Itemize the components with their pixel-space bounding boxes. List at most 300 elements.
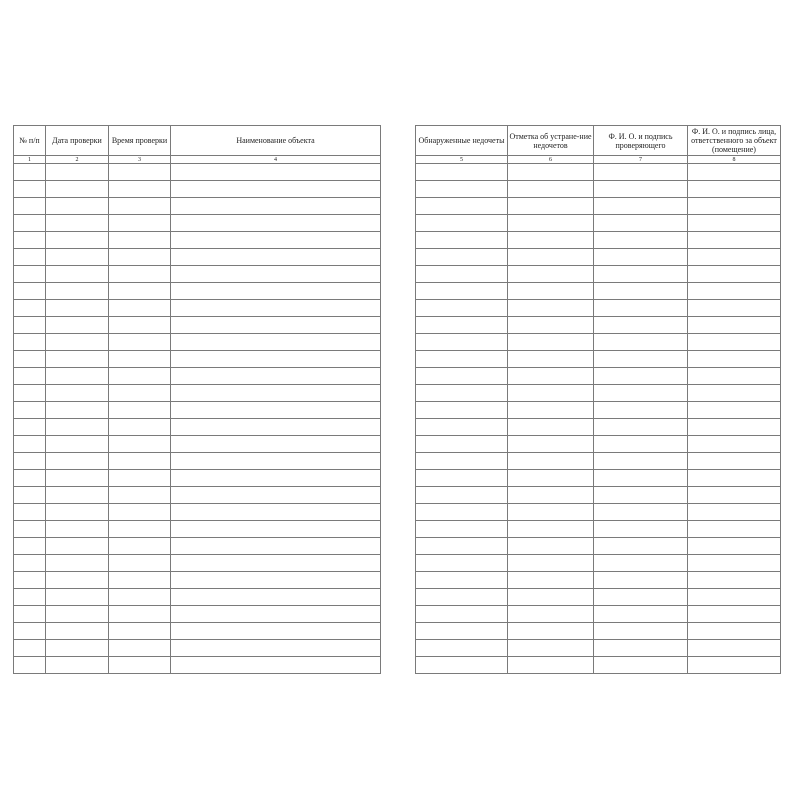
table-cell	[688, 300, 781, 317]
table-cell	[594, 504, 688, 521]
table-row	[14, 521, 381, 538]
table-cell	[14, 555, 46, 572]
table-row	[14, 181, 381, 198]
table-cell	[416, 164, 508, 181]
table-cell	[416, 232, 508, 249]
table-cell	[416, 198, 508, 215]
table-cell	[109, 572, 171, 589]
table-cell	[14, 334, 46, 351]
table-cell	[14, 521, 46, 538]
table-cell	[688, 232, 781, 249]
table-cell	[508, 436, 594, 453]
table-cell	[594, 198, 688, 215]
column-number: 5	[416, 156, 508, 164]
table-cell	[171, 266, 381, 283]
table-row	[416, 351, 781, 368]
table-cell	[594, 555, 688, 572]
table-cell	[171, 436, 381, 453]
table-cell	[109, 164, 171, 181]
table-cell	[171, 521, 381, 538]
table-row	[416, 589, 781, 606]
table-cell	[109, 317, 171, 334]
table-cell	[508, 334, 594, 351]
table-cell	[14, 351, 46, 368]
table-row	[416, 402, 781, 419]
table-cell	[416, 538, 508, 555]
table-cell	[171, 589, 381, 606]
table-cell	[416, 640, 508, 657]
table-cell	[14, 368, 46, 385]
table-cell	[594, 283, 688, 300]
table-cell	[46, 657, 109, 674]
table-cell	[109, 504, 171, 521]
table-cell	[416, 266, 508, 283]
table-cell	[171, 317, 381, 334]
table-cell	[46, 521, 109, 538]
table-cell	[688, 606, 781, 623]
table-cell	[688, 657, 781, 674]
table-cell	[416, 504, 508, 521]
table-cell	[46, 487, 109, 504]
table-cell	[46, 215, 109, 232]
table-cell	[109, 351, 171, 368]
table-cell	[594, 368, 688, 385]
table-cell	[508, 453, 594, 470]
table-cell	[594, 572, 688, 589]
table-cell	[46, 555, 109, 572]
table-cell	[688, 419, 781, 436]
table-row	[416, 487, 781, 504]
table-cell	[109, 470, 171, 487]
table-row	[416, 385, 781, 402]
table-cell	[688, 623, 781, 640]
table-cell	[14, 572, 46, 589]
table-row	[14, 351, 381, 368]
table-cell	[109, 436, 171, 453]
table-cell	[416, 657, 508, 674]
table-cell	[508, 181, 594, 198]
table-cell	[594, 385, 688, 402]
table-cell	[594, 334, 688, 351]
table-row	[416, 181, 781, 198]
table-cell	[508, 504, 594, 521]
table-cell	[109, 623, 171, 640]
table-cell	[14, 232, 46, 249]
table-row	[416, 436, 781, 453]
left-page	[13, 125, 381, 674]
table-cell	[508, 487, 594, 504]
table-row	[14, 589, 381, 606]
table-cell	[508, 232, 594, 249]
table-row	[14, 385, 381, 402]
table-cell	[171, 504, 381, 521]
table-cell	[688, 385, 781, 402]
column-number: 2	[46, 156, 109, 164]
table-cell	[594, 266, 688, 283]
table-cell	[171, 572, 381, 589]
table-cell	[508, 368, 594, 385]
table-cell	[171, 606, 381, 623]
table-cell	[416, 249, 508, 266]
table-cell	[46, 402, 109, 419]
header-inspector-signature: Ф. И. О. и подпись проверяющего	[594, 126, 688, 156]
table-cell	[688, 555, 781, 572]
table-cell	[171, 334, 381, 351]
right-log-table	[415, 125, 781, 674]
table-cell	[109, 419, 171, 436]
table-cell	[416, 572, 508, 589]
table-cell	[171, 470, 381, 487]
table-row	[14, 657, 381, 674]
table-row	[416, 538, 781, 555]
table-row	[416, 623, 781, 640]
table-cell	[508, 623, 594, 640]
column-number: 1	[14, 156, 46, 164]
table-cell	[14, 317, 46, 334]
table-row	[416, 266, 781, 283]
table-cell	[416, 419, 508, 436]
table-cell	[416, 623, 508, 640]
table-cell	[171, 555, 381, 572]
table-cell	[508, 657, 594, 674]
table-cell	[171, 215, 381, 232]
table-cell	[46, 283, 109, 300]
table-row	[14, 504, 381, 521]
table-cell	[508, 266, 594, 283]
table-cell	[688, 334, 781, 351]
table-row	[416, 215, 781, 232]
table-row	[416, 249, 781, 266]
table-cell	[109, 453, 171, 470]
table-row	[14, 334, 381, 351]
table-row	[14, 606, 381, 623]
table-cell	[594, 606, 688, 623]
table-row	[14, 283, 381, 300]
header-inspection-time: Время проверки	[109, 126, 171, 156]
table-cell	[14, 164, 46, 181]
table-cell	[14, 453, 46, 470]
table-cell	[109, 606, 171, 623]
table-cell	[688, 453, 781, 470]
table-row	[14, 419, 381, 436]
table-cell	[416, 368, 508, 385]
table-cell	[688, 538, 781, 555]
table-cell	[46, 181, 109, 198]
table-cell	[688, 215, 781, 232]
table-row	[416, 300, 781, 317]
table-cell	[688, 317, 781, 334]
table-cell	[109, 249, 171, 266]
table-cell	[508, 351, 594, 368]
table-cell	[594, 300, 688, 317]
table-cell	[14, 470, 46, 487]
column-number: 3	[109, 156, 171, 164]
table-cell	[508, 606, 594, 623]
table-row	[416, 283, 781, 300]
table-cell	[688, 589, 781, 606]
table-row	[416, 334, 781, 351]
table-row	[14, 623, 381, 640]
table-cell	[508, 572, 594, 589]
table-cell	[46, 504, 109, 521]
table-cell	[46, 538, 109, 555]
table-cell	[171, 351, 381, 368]
table-row	[416, 470, 781, 487]
table-cell	[594, 232, 688, 249]
table-row	[14, 538, 381, 555]
table-cell	[416, 402, 508, 419]
table-cell	[594, 521, 688, 538]
table-cell	[416, 589, 508, 606]
table-cell	[594, 623, 688, 640]
table-cell	[171, 164, 381, 181]
table-row	[416, 164, 781, 181]
table-cell	[109, 555, 171, 572]
column-number: 4	[171, 156, 381, 164]
table-cell	[508, 555, 594, 572]
table-row	[416, 555, 781, 572]
table-cell	[171, 181, 381, 198]
table-cell	[171, 368, 381, 385]
table-cell	[416, 521, 508, 538]
table-cell	[46, 198, 109, 215]
table-cell	[508, 249, 594, 266]
table-cell	[14, 623, 46, 640]
table-cell	[508, 640, 594, 657]
table-cell	[594, 470, 688, 487]
table-cell	[416, 606, 508, 623]
table-row	[14, 402, 381, 419]
table-row	[14, 249, 381, 266]
table-row	[14, 317, 381, 334]
table-cell	[14, 436, 46, 453]
table-cell	[416, 453, 508, 470]
table-row	[14, 572, 381, 589]
table-row	[416, 198, 781, 215]
header-responsible-person-signature: Ф. И. О. и подпись лица, ответственного за объект (помещение)	[688, 126, 781, 156]
table-cell	[171, 623, 381, 640]
table-cell	[46, 470, 109, 487]
table-cell	[171, 419, 381, 436]
column-number: 8	[688, 156, 781, 164]
table-cell	[688, 351, 781, 368]
table-cell	[688, 572, 781, 589]
table-cell	[14, 266, 46, 283]
table-cell	[109, 232, 171, 249]
table-cell	[508, 470, 594, 487]
table-cell	[46, 232, 109, 249]
column-number: 6	[508, 156, 594, 164]
table-cell	[109, 283, 171, 300]
table-cell	[416, 283, 508, 300]
right-page	[415, 125, 781, 674]
table-cell	[109, 300, 171, 317]
table-cell	[14, 657, 46, 674]
table-cell	[14, 487, 46, 504]
table-cell	[109, 334, 171, 351]
table-cell	[594, 589, 688, 606]
table-cell	[109, 402, 171, 419]
table-cell	[594, 181, 688, 198]
table-cell	[508, 385, 594, 402]
table-cell	[508, 521, 594, 538]
table-cell	[14, 300, 46, 317]
table-cell	[416, 334, 508, 351]
table-cell	[109, 368, 171, 385]
table-cell	[416, 385, 508, 402]
table-cell	[14, 198, 46, 215]
table-cell	[594, 317, 688, 334]
table-row	[14, 164, 381, 181]
table-cell	[416, 317, 508, 334]
table-cell	[46, 317, 109, 334]
table-row	[416, 232, 781, 249]
table-cell	[14, 606, 46, 623]
table-cell	[46, 368, 109, 385]
table-cell	[46, 300, 109, 317]
table-cell	[109, 657, 171, 674]
table-cell	[109, 589, 171, 606]
table-cell	[14, 538, 46, 555]
table-cell	[508, 215, 594, 232]
table-cell	[688, 283, 781, 300]
table-cell	[46, 266, 109, 283]
table-cell	[171, 487, 381, 504]
column-number: 7	[594, 156, 688, 164]
table-row	[416, 640, 781, 657]
table-row	[416, 368, 781, 385]
table-cell	[594, 249, 688, 266]
table-cell	[594, 487, 688, 504]
table-cell	[14, 589, 46, 606]
table-cell	[508, 164, 594, 181]
table-cell	[508, 402, 594, 419]
table-cell	[109, 538, 171, 555]
table-cell	[594, 436, 688, 453]
table-cell	[416, 215, 508, 232]
table-cell	[46, 623, 109, 640]
table-row	[14, 640, 381, 657]
table-row	[14, 266, 381, 283]
table-cell	[416, 300, 508, 317]
table-cell	[688, 198, 781, 215]
table-row	[416, 317, 781, 334]
table-cell	[46, 589, 109, 606]
header-inspection-date: Дата проверки	[46, 126, 109, 156]
table-cell	[416, 351, 508, 368]
table-cell	[688, 504, 781, 521]
table-cell	[416, 436, 508, 453]
table-cell	[594, 419, 688, 436]
header-row-number: № п/п	[14, 126, 46, 156]
table-cell	[109, 181, 171, 198]
table-cell	[508, 198, 594, 215]
table-cell	[171, 300, 381, 317]
header-object-name: Наименование объекта	[171, 126, 381, 156]
table-cell	[688, 470, 781, 487]
table-row	[14, 470, 381, 487]
table-cell	[171, 402, 381, 419]
table-cell	[508, 419, 594, 436]
table-cell	[14, 504, 46, 521]
table-row	[416, 419, 781, 436]
table-cell	[594, 453, 688, 470]
table-cell	[171, 657, 381, 674]
table-cell	[416, 181, 508, 198]
table-cell	[109, 487, 171, 504]
table-row	[416, 453, 781, 470]
table-cell	[508, 283, 594, 300]
table-cell	[594, 402, 688, 419]
table-cell	[14, 215, 46, 232]
table-cell	[171, 249, 381, 266]
table-row	[14, 555, 381, 572]
table-cell	[14, 249, 46, 266]
table-cell	[171, 198, 381, 215]
table-cell	[688, 521, 781, 538]
table-cell	[109, 640, 171, 657]
table-cell	[416, 487, 508, 504]
table-cell	[171, 232, 381, 249]
table-cell	[46, 249, 109, 266]
table-cell	[688, 402, 781, 419]
table-cell	[46, 606, 109, 623]
table-cell	[109, 198, 171, 215]
table-cell	[688, 640, 781, 657]
table-cell	[46, 164, 109, 181]
table-row	[14, 198, 381, 215]
table-cell	[14, 181, 46, 198]
table-cell	[688, 266, 781, 283]
table-cell	[416, 555, 508, 572]
table-cell	[46, 334, 109, 351]
table-cell	[109, 521, 171, 538]
table-cell	[508, 317, 594, 334]
table-cell	[109, 266, 171, 283]
table-row	[14, 300, 381, 317]
table-cell	[594, 657, 688, 674]
table-cell	[14, 640, 46, 657]
table-cell	[46, 436, 109, 453]
table-row	[416, 521, 781, 538]
table-cell	[14, 402, 46, 419]
table-cell	[171, 283, 381, 300]
table-cell	[46, 385, 109, 402]
header-defects-fixed-mark: Отметка об устране-ние недочетов	[508, 126, 594, 156]
table-cell	[14, 385, 46, 402]
table-cell	[508, 538, 594, 555]
table-cell	[46, 640, 109, 657]
table-cell	[416, 470, 508, 487]
table-cell	[688, 249, 781, 266]
table-row	[14, 487, 381, 504]
table-cell	[688, 436, 781, 453]
table-cell	[171, 538, 381, 555]
table-cell	[171, 453, 381, 470]
table-cell	[594, 351, 688, 368]
table-cell	[14, 283, 46, 300]
table-cell	[594, 538, 688, 555]
table-row	[416, 606, 781, 623]
table-cell	[46, 572, 109, 589]
table-row	[14, 215, 381, 232]
table-cell	[171, 385, 381, 402]
table-cell	[171, 640, 381, 657]
table-cell	[594, 164, 688, 181]
table-cell	[109, 215, 171, 232]
table-cell	[594, 640, 688, 657]
table-row	[14, 453, 381, 470]
